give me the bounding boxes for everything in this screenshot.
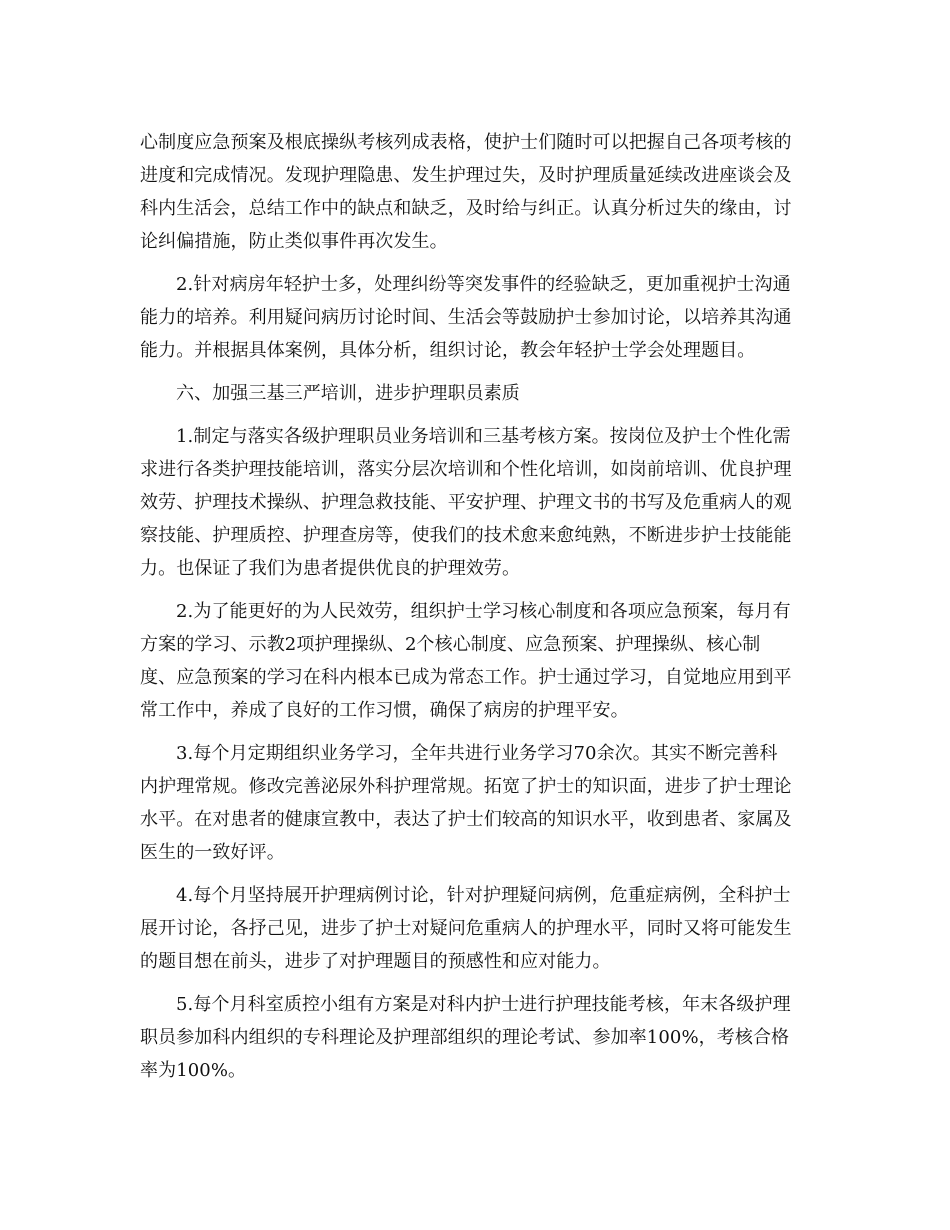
- paragraph-line: 方案的学习、示教2项护理操纵、2个核心制度、应急预案、护理操纵、核心制: [140, 634, 761, 655]
- paragraph-line: 力。也保证了我们为患者提供优良的护理效劳。: [140, 558, 521, 579]
- paragraph-gap: [140, 978, 812, 988]
- paragraph-line: 展开讨论，各抒己见，进步了护士对疑问危重病人的护理水平，同时又将可能发生: [140, 918, 792, 939]
- paragraph-line: 职员参加科内组织的专科理论及护理部组织的理论考试、参加率100%，考核合格: [140, 1027, 790, 1048]
- paragraph-line: 进度和完成情况。发现护理隐患、发生护理过失，及时护理质量延续改进座谈会及: [140, 165, 792, 186]
- paragraph-first-line: 5.每个月科室质控小组有方案是对科内护士进行护理技能考核，年末各级护理: [176, 994, 791, 1015]
- paragraph-line: 求进行各类护理技能培训，落实分层次培训和个性化培训，如岗前培训、优良护理: [140, 459, 792, 480]
- paragraph-line: 察技能、护理质控、护理查房等，使我们的技术愈来愈纯熟，不断进步护士技能能: [140, 525, 792, 546]
- paragraph-line: 效劳、护理技术操纵、护理急救技能、平安护理、护理文书的书写及危重病人的观: [140, 492, 792, 513]
- paragraph-gap: [140, 367, 812, 377]
- paragraph-first-line: 3.每个月定期组织业务学习，全年共进行业务学习70余次。其实不断完善科: [176, 743, 778, 764]
- paragraph-gap: [140, 585, 812, 595]
- paragraph-first-line: 1.制定与落实各级护理职员业务培训和三基考核方案。按岗位及护士个性化需: [176, 426, 791, 447]
- paragraph-line: 水平。在对患者的健康宣教中，表达了护士们较高的知识水平，收到患者、家属及: [140, 809, 792, 830]
- paragraph-gap: [140, 410, 812, 420]
- paragraph-line: 内护理常规。修改完善泌尿外科护理常规。拓宽了护士的知识面，进步了护士理论: [140, 776, 792, 797]
- document-body: [140, 126, 812, 1087]
- paragraph-line: 医生的一致好评。: [140, 842, 285, 863]
- paragraph-line: 度、应急预案的学习在科内根本已成为常态工作。护士通过学习，自觉地应用到平: [140, 667, 792, 688]
- paragraph-first-line: 4.每个月坚持展开护理病例讨论，针对护理疑问病例，危重症病例，全科护士: [176, 885, 791, 906]
- paragraph-line: 能力。并根据具体案例，具体分析，组织讨论，教会年轻护士学会处理题目。: [140, 340, 756, 361]
- paragraph-gap: [140, 727, 812, 737]
- paragraph-gap: [140, 258, 812, 268]
- paragraph-gap: [140, 869, 812, 879]
- paragraph-first-line: 六、加强三基三严培训，进步护理职员素质: [176, 383, 520, 404]
- paragraph-line: 科内生活会，总结工作中的缺点和缺乏，及时给与纠正。认真分析过失的缘由，讨: [140, 198, 792, 219]
- paragraph-first-line: 2.针对病房年轻护士多，处理纠纷等突发事件的经验缺乏，更加重视护士沟通: [176, 274, 791, 295]
- paragraph-line: 常工作中，养成了良好的工作习惯，确保了病房的护理平安。: [140, 700, 629, 721]
- paragraph-line: 能力的培养。利用疑问病历讨论时间、生活会等鼓励护士参加讨论，以培养其沟通: [140, 307, 792, 328]
- paragraph-first-line: 2.为了能更好的为人民效劳，组织护士学习核心制度和各项应急预案，每月有: [176, 601, 791, 622]
- paragraph-line: 率为100%。: [140, 1060, 247, 1081]
- paragraph-line: 论纠偏措施，防止类似事件再次发生。: [140, 231, 448, 252]
- paragraph-line: 的题目想在前头，进步了对护理题目的预感性和应对能力。: [140, 951, 611, 972]
- paragraph-line: 心制度应急预案及根底操纵考核列成表格，使护士们随时可以把握自己各项考核的: [140, 132, 792, 153]
